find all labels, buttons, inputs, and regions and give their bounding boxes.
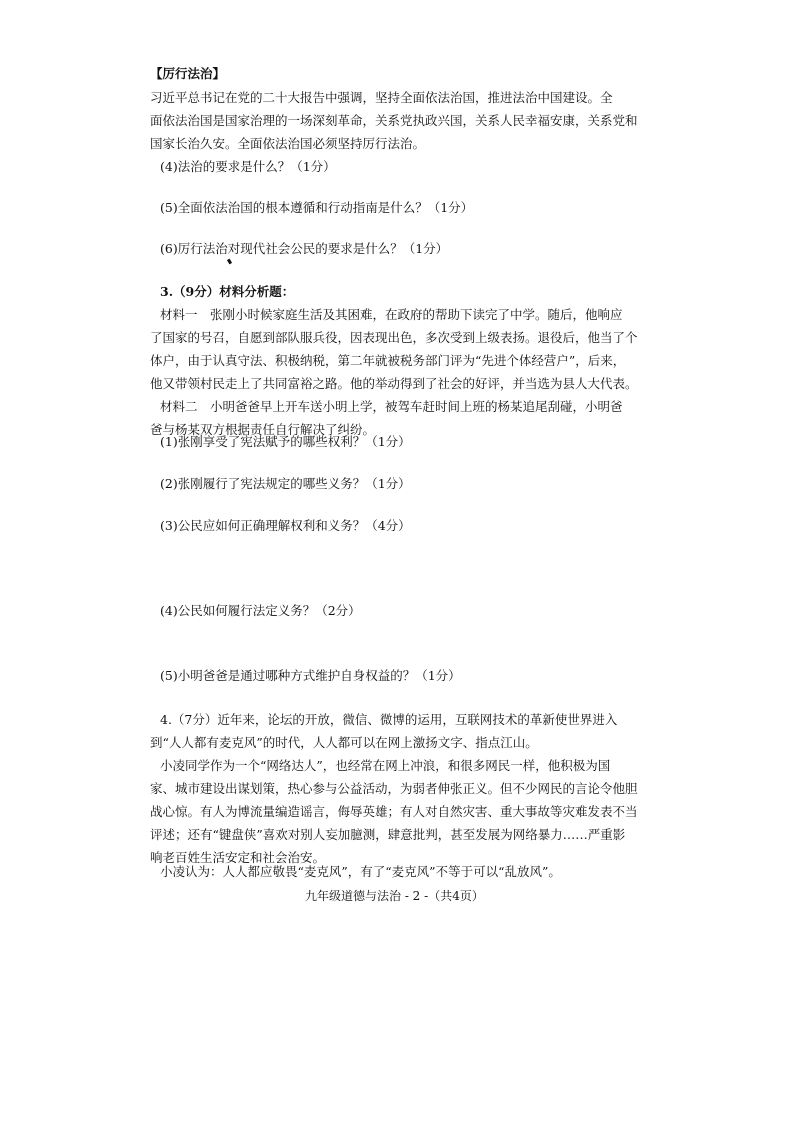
question-item: (2)张刚履行了宪法规定的哪些义务？（1分） (160, 476, 411, 491)
q4-line: 到“人人都有麦克风”的时代，人人都可以在网上激扬文字、指点江山。 (150, 735, 538, 750)
intro-line: 面依法治国是国家治理的一场深刻革命，关系党执政兴国，关系人民幸福安康，关系党和 (150, 113, 638, 128)
intro-line: 习近平总书记在党的二十大报告中强调，坚持全面依法治国，推进法治中国建设。全 (150, 90, 613, 105)
material-line: 了国家的号召，自愿到部队服兵役，因表现出色，多次受到上级表扬。退役后，他当了个 (150, 330, 638, 345)
material-line: 材料二 小明爸爸早上开车送小明上学，被驾车赶时间上班的杨某追尾刮碰，小明爸 (160, 399, 623, 414)
q4-line: 小凌同学作为一个“网络达人”，也经常在网上冲浪，和很多网民一样，他积极为国 (160, 758, 611, 773)
question-item: (6)厉行法治对现代社会公民的要求是什么？（1分） (160, 241, 449, 256)
section-heading: 【厉行法治】 (150, 66, 226, 81)
q3-heading: 3.（9分）材料分析题： (160, 284, 295, 299)
question-item: (5)小明爸爸是通过哪种方式维护自身权益的？（1分） (160, 668, 461, 683)
q4-line: 响老百姓生活安定和社会治安。 (150, 850, 326, 865)
q4-conclusion: 小凌认为：人人都应敬畏“麦克风”，有了“麦克风”不等于可以“乱放风”。 (160, 864, 561, 879)
material-line: 材料一 张刚小时候家庭生活及其困难，在政府的帮助下读完了中学。随后，他响应 (160, 307, 623, 322)
material-line: 爸与杨某双方根据责任自行解决了纠纷。 (150, 422, 376, 437)
material-line: 体户，由于认真守法、积极纳税，第二年就被税务部门评为“先进个体经营户”，后来， (150, 353, 626, 368)
question-item: (3)公民应如何正确理解权利和义务？（4分） (160, 518, 411, 533)
question-item: (5)全面依法治国的根本遵循和行动指南是什么？（1分） (160, 200, 474, 215)
question-item: (1)张刚享受了宪法赋予的哪些权利？（1分） (160, 434, 411, 449)
material-line: 他又带领村民走上了共同富裕之路。他的举动得到了社会的好评，并当选为县人大代表。 (150, 376, 638, 391)
question-item: (4)公民如何履行法定义务？（2分） (160, 603, 361, 618)
page-footer: 九年级道德与法治 - 2 -（共4页） (305, 889, 484, 903)
q4-line: 评述；还有“键盘侠”喜欢对别人妄加臆测，肆意批判，甚至发展为网络暴力……严重影 (150, 827, 626, 842)
q4-line: 4.（7分）近年来，论坛的开放，微信、微博的运用，互联网技术的革新使世界进入 (160, 712, 618, 727)
q4-line: 家、城市建设出谋划策，热心参与公益活动，为弱者伸张正义。但不少网民的言论令他胆 (150, 781, 638, 796)
question-item: (4)法治的要求是什么？（1分） (160, 159, 336, 174)
intro-line: 国家长治久安。全面依法治国必须坚持厉行法治。 (150, 136, 426, 151)
q4-line: 战心惊。有人为博流量编造谣言，侮辱英雄；有人对自然灾害、重大事故等灾难发表不当 (150, 804, 638, 819)
